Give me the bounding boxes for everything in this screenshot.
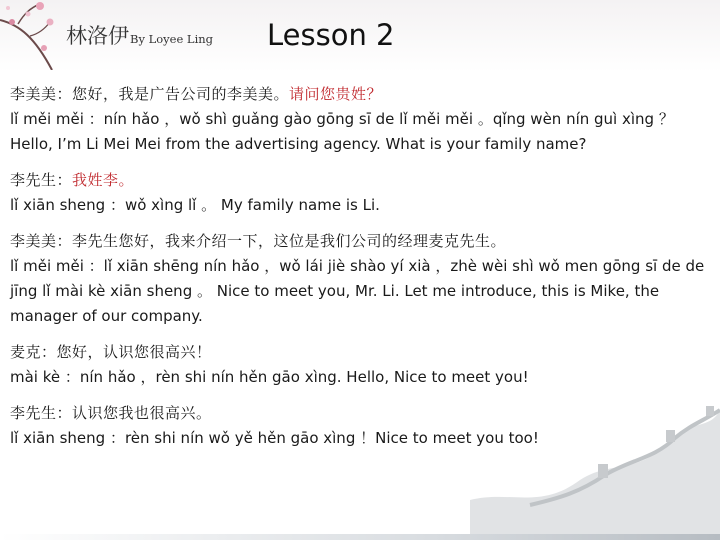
header-band (0, 0, 720, 72)
footer-divider (0, 534, 720, 540)
pinyin-english-text: mài kè ：nín hǎo ，rèn shi nín hěn gāo xìng. Hello, Nice to meet you! (10, 368, 529, 386)
pinyin-english-text: lǐ měi měi ：nín hǎo ，wǒ shì guǎng gào gōng sī de lǐ měi měi 。qǐng wèn nín guì xìng ？ Hello, I’m Li Mei Mei from the advertising agency. What is your family name? (10, 110, 674, 153)
chinese-text-highlight: 我姓李。 (72, 171, 135, 189)
chinese-text: 李先生：认识您我也很高兴。 (10, 404, 212, 422)
pinyin-english-text: lǐ měi měi ：lǐ xiān shēng nín hǎo ，wǒ lái jiè shào yí xià ，zhè wèi shì wǒ men gōng sī de de jīng lǐ mài kè xiān sheng 。 Nice to meet you, Mr. Li. Let me introduce, this is Mike, the manager of our company. (10, 257, 705, 325)
author-signature (66, 20, 213, 50)
chinese-text-highlight: 请问您贵姓？ (289, 85, 383, 103)
pinyin-english-text: lǐ xiān sheng ：wǒ xìng lǐ 。 My family name is Li. (10, 196, 380, 214)
pinyin-english-text: lǐ xiān sheng ：rèn shi nín wǒ yě hěn gāo xìng ！Nice to meet you too! (10, 429, 539, 447)
page-title: Lesson 2 (267, 18, 395, 52)
dialogue-content (10, 82, 706, 462)
author-cn-name: 林洛伊 (66, 24, 129, 48)
chinese-text: 李美美：您好，我是广告公司的李美美。 (10, 85, 290, 103)
author-en-name: By Loyee Ling (130, 32, 214, 46)
dialogue-block (10, 229, 706, 329)
dialogue-block (10, 82, 706, 157)
chinese-text: 麦克：您好，认识您很高兴！ (10, 343, 212, 361)
dialogue-block (10, 168, 706, 218)
chinese-text: 李美美：李先生您好，我来介绍一下，这位是我们公司的经理麦克先生。 (10, 232, 507, 250)
dialogue-block (10, 401, 706, 451)
plum-blossom-icon (0, 0, 70, 70)
dialogue-block (10, 340, 706, 390)
chinese-text: 李先生： (10, 171, 73, 189)
